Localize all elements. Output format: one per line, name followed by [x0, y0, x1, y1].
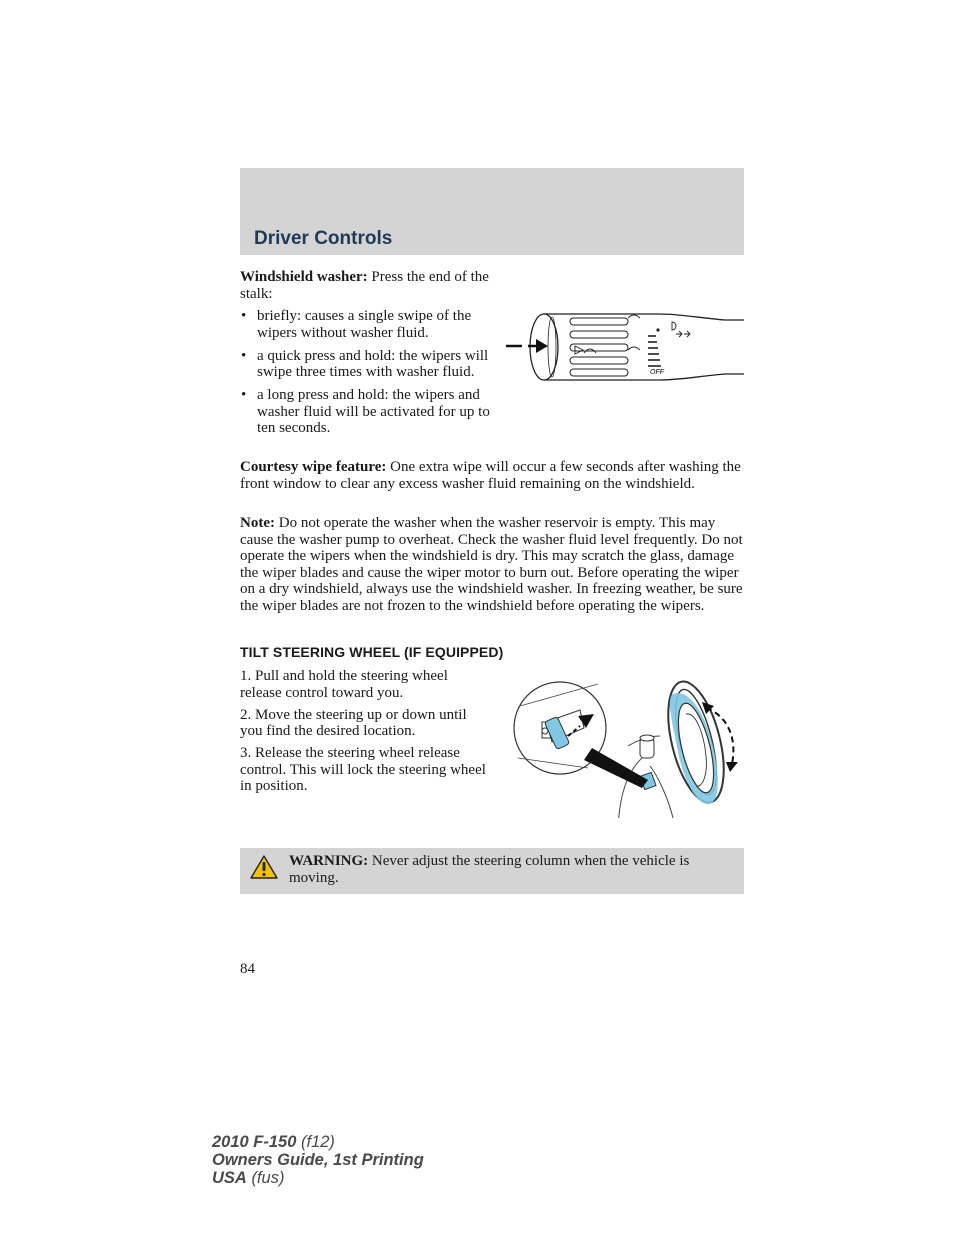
- warning-box: [240, 848, 744, 894]
- footer-line-2: Owners Guide, 1st Printing: [212, 1151, 424, 1169]
- page-title: Driver Controls: [254, 228, 393, 249]
- bullet-text: a long press and hold: the wipers and washer fluid will be activated for up to ten seconds.: [257, 387, 490, 436]
- note-paragraph: [240, 515, 746, 614]
- bullet-icon: •: [241, 347, 247, 364]
- footer-model-code: (f12): [301, 1133, 335, 1151]
- note-text: Do not operate the washer when the washer reservoir is empty. This may cause the washer pump to overheat. Check the washer fluid level frequently. Do not operate the wipers when the windshield is dry. This may scratch the glass, damage the wiper blades and cause the wiper motor to burn out. Before operating the wiper on a dry windshield, always use the windshield washer. In freezing weather, be sure the wiper blades are not frozen to the windshield before operating the wipers.: [240, 515, 743, 614]
- bullet-icon: •: [241, 387, 247, 403]
- footer-model: 2010 F-150: [212, 1133, 297, 1151]
- print-footer: [212, 1133, 424, 1187]
- footer-line-1: [212, 1133, 424, 1151]
- list-item: [240, 348, 495, 381]
- section-header-band: [240, 168, 744, 255]
- warning-text: [289, 853, 734, 886]
- section-heading: TILT STEERING WHEEL (IF EQUIPPED): [240, 644, 504, 660]
- footer-market-code: (fus): [251, 1169, 285, 1187]
- warning-body: Never adjust the steering column when the vehicle is moving.: [289, 853, 690, 886]
- wiper-stalk-illustration: [500, 306, 746, 392]
- tilt-steering-illustration: [508, 676, 748, 818]
- step-item: 2. Move the steering up or down until you find the desired location.: [240, 706, 467, 739]
- list-item: [240, 387, 495, 437]
- page-number: 84: [240, 961, 255, 977]
- footer-market: USA: [212, 1169, 247, 1187]
- step-item: 1. Pull and hold the steering wheel release control toward you.: [240, 668, 448, 701]
- step-item: 3. Release the steering wheel release control. This will lock the steering wheel in position.: [240, 745, 486, 794]
- list-item: [240, 308, 495, 341]
- bullet-text: a quick press and hold: the wipers will swipe three times with washer fluid.: [257, 347, 489, 380]
- washer-intro: [240, 269, 490, 302]
- bullet-text: briefly: causes a single swipe of the wipers without washer fluid.: [257, 308, 472, 341]
- warning-triangle-icon: [250, 854, 278, 880]
- courtesy-lead: Courtesy wipe feature:: [240, 459, 387, 475]
- footer-line-3: [212, 1169, 424, 1187]
- warning-lead: WARNING:: [289, 853, 369, 869]
- off-label: OFF: [650, 369, 664, 376]
- washer-intro-text: Press the end of the stalk:: [240, 269, 489, 302]
- courtesy-wipe-paragraph: [240, 459, 746, 492]
- courtesy-text: One extra wipe will occur a few seconds after washing the front window to clear any excess washer fluid remaining on the windshield.: [240, 459, 741, 492]
- washer-bullet-list: [240, 308, 495, 443]
- note-lead: Note:: [240, 515, 275, 531]
- bullet-icon: •: [241, 308, 247, 324]
- washer-lead: Windshield washer:: [240, 269, 368, 285]
- tilt-steps: [240, 668, 490, 800]
